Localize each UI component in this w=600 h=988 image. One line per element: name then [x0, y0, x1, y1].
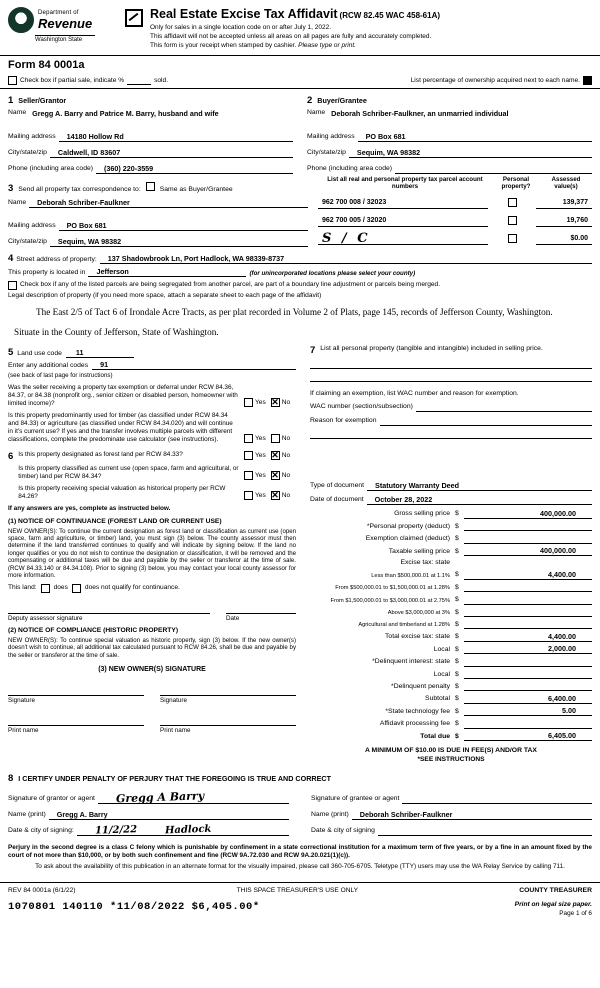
header	[8, 5, 592, 52]
buyer-mailing-label: Mailing address	[307, 133, 355, 141]
grantor-date-label: Date & city of signing:	[8, 827, 74, 835]
tax-row-value[interactable]	[464, 681, 592, 691]
located-in-value[interactable]: Jefferson	[88, 267, 246, 277]
tax-row-value[interactable]: 6,405.00	[464, 731, 592, 741]
parcel-table-header	[318, 176, 592, 192]
section-5-number: 5	[8, 346, 14, 358]
question-row	[18, 485, 296, 501]
designation-questions	[18, 447, 296, 501]
question-text: Is this property receiving special valuation as historical property per RCW 84.26?	[18, 485, 226, 501]
notice2-body: NEW OWNER(S): To continue special valuation as historic property, sign (3) below. If the new owner(s) doesn't wish to continue, all additional tax calculated pursuant to RCW 84.26, shall be due and payable by the seller or transferor at the time of sale.	[8, 636, 296, 659]
notice2-title: (2) NOTICE OF COMPLIANCE (HISTORIC PROPERTY)	[8, 627, 179, 635]
parcel-number-value[interactable]: 962 700 008 / 32023	[318, 199, 488, 209]
deputy-date-line[interactable]	[226, 602, 296, 614]
dollar-sign: $	[455, 633, 459, 641]
question-row	[18, 465, 296, 481]
grantor-certification	[8, 786, 289, 836]
section-2-title: Buyer/Grantee	[317, 95, 367, 105]
reason-exemption-label: Reason for exemption	[310, 417, 377, 425]
partial-sale-percent-field[interactable]	[127, 76, 151, 85]
tax-row-label: *Personal property (deduct)	[366, 522, 450, 530]
question-row	[8, 384, 296, 408]
seller-phone-value[interactable]: (360) 220-3559	[96, 164, 293, 174]
header-note-1: Only for sales in a single location code on or after July 1, 2022.	[150, 23, 332, 31]
tax-row-label: Excise tax: state	[400, 559, 450, 567]
yes-label: Yes	[255, 399, 266, 406]
yes-label: Yes	[255, 452, 266, 459]
section-2-number: 2	[307, 94, 313, 106]
yes-checkbox[interactable]	[244, 451, 253, 460]
tax-rows	[310, 509, 592, 741]
tax-row-label: Gross selling price	[394, 510, 450, 518]
segregated-note: Check box if any of the listed parcels are being segregated from another parcel, are part of a boundary line adjustment or parcels being merged.	[20, 281, 441, 289]
wac-number-value[interactable]	[416, 402, 592, 412]
tax-row-label: From $500,000.01 to $1,500,000.01 at 1.28%	[335, 585, 450, 592]
new-owner-signature-1-line[interactable]	[8, 684, 144, 696]
additional-codes-value[interactable]: 91	[92, 360, 296, 370]
does-label: does	[53, 583, 68, 591]
new-owner-signature-1-label: Signature	[8, 696, 35, 704]
section-3-title: Send all property tax correspondence to:	[18, 185, 141, 193]
dollar-sign: $	[455, 535, 459, 543]
does-not-label: does not qualify for continuance.	[84, 583, 180, 591]
partial-sale-row	[8, 76, 592, 85]
tax-row	[310, 509, 592, 519]
tax-row-value[interactable]: 2,000.00	[464, 644, 592, 654]
personal-property-checkbox[interactable]	[508, 216, 517, 225]
tax-row	[310, 546, 592, 556]
doc-type-label: Type of document	[310, 482, 365, 490]
grantee-signature-value[interactable]	[402, 794, 592, 804]
deputy-date-cell	[226, 602, 296, 623]
new-owner-printname-2-label: Print name	[160, 726, 191, 734]
tax-row	[310, 534, 592, 544]
state-seal-icon	[8, 7, 34, 33]
no-label: No	[281, 452, 291, 459]
correspondence-name-label: Name	[8, 199, 27, 207]
tax-row	[310, 619, 592, 629]
tax-row-label: Agricultural and timberland at 1.28%	[358, 622, 450, 629]
yes-checkbox[interactable]	[244, 491, 253, 500]
seller-name-value[interactable]: Gregg A. Barry and Patrice M. Barry, husband and wife	[32, 108, 219, 118]
tax-row	[310, 694, 592, 704]
parcel-accounts-header: List all real and personal property tax parcel account numbers	[327, 175, 483, 191]
tax-row-value[interactable]	[464, 607, 592, 617]
tax-row-value[interactable]	[464, 669, 592, 679]
assessed-value[interactable]: 139,377	[536, 199, 592, 209]
seller-mailing-label: Mailing address	[8, 133, 56, 141]
tax-row	[310, 669, 592, 679]
tax-row-label: Subtotal	[425, 695, 450, 703]
section-buyer-grantee	[307, 92, 592, 174]
tax-row-label: Total excise tax: state	[385, 633, 450, 641]
tax-row-value[interactable]: 5.00	[464, 706, 592, 716]
grantor-signature-label: Signature of grantor or agent	[8, 795, 95, 803]
reason-exemption-value[interactable]	[380, 416, 593, 426]
tax-row-label: Affidavit processing fee	[379, 720, 450, 728]
dollar-sign: $	[455, 547, 459, 555]
tax-row-label: Less than $500,000.01 at 1.1%	[371, 572, 450, 579]
seller-name-label: Name	[8, 109, 27, 117]
notice1-body: NEW OWNER(S): To continue the current designation as forest land or classification as current use (open space, farm and agriculture, or timber) land, you must sign (3) below. The county assessor must then determine if the land transferred continues to qualify and will indicate by signing below. If the land no longer qualifies or you do not wish to continue the designation or classification, it will be removed and the compensating or additional taxes will be due and payable by the seller or transferor at the time of sale. (RCW 84.33.140 or 84.34.108). Prior to signing (3) below, you may contact your local county assessor for more information.	[8, 527, 296, 580]
new-owner-signature-2-label: Signature	[160, 696, 187, 704]
grantor-signature-value[interactable]	[98, 788, 289, 805]
grantee-date-value[interactable]	[378, 826, 592, 836]
tax-row	[310, 632, 592, 642]
partial-sale-checkbox[interactable]	[8, 76, 17, 85]
dollar-sign: $	[455, 658, 459, 666]
land-use-code-label: Land use code	[17, 350, 62, 357]
tax-row-value[interactable]	[464, 559, 592, 568]
page-number: Page 1 of 6	[559, 910, 592, 918]
ownership-note: List percentage of ownership acquired next to each name.	[410, 76, 580, 84]
assessed-value[interactable]: $0.00	[536, 235, 592, 245]
question-text: Is this property classified as current use (open space, farm and agricultural, or timber) land per RCW 84.34?	[18, 465, 239, 481]
correspondence-city-label: City/state/zip	[8, 238, 47, 246]
section-1-number: 1	[8, 94, 14, 106]
does-checkbox[interactable]	[41, 584, 50, 593]
correspondence-mailing-value[interactable]: PO Box 681	[59, 221, 308, 231]
no-label: No	[281, 435, 291, 442]
no-label: No	[281, 492, 291, 499]
county-treasurer-label: COUNTY TREASURER	[519, 886, 592, 894]
seller-city-label: City/state/zip	[8, 149, 47, 157]
seller-city-value[interactable]: Caldwell, ID 83607	[50, 148, 293, 158]
tax-row-label: *State technology fee	[385, 707, 450, 715]
notice3-title: (3) NEW OWNER(S) SIGNATURE	[98, 666, 206, 674]
tax-row-value[interactable]	[464, 595, 592, 605]
no-checkbox[interactable]	[271, 491, 280, 500]
form-pencil-icon	[125, 9, 143, 27]
deputy-assessor-signature-line[interactable]	[8, 602, 210, 614]
dollar-sign: $	[455, 670, 459, 678]
tax-row-label: *Delinquent penalty	[391, 682, 450, 690]
section-7-number: 7	[310, 344, 316, 356]
assessed-value[interactable]: 19,760	[536, 217, 592, 227]
dollar-sign: $	[455, 732, 459, 740]
new-owner-signature-2-line[interactable]	[160, 684, 296, 696]
grantee-certification	[311, 786, 592, 836]
tax-row-value[interactable]: 400,000.00	[464, 546, 592, 556]
tax-row-value[interactable]: 4,400.00	[464, 632, 592, 642]
street-address-value[interactable]: 137 Shadowbrook Ln, Port Hadlock, WA 98339-8737	[100, 254, 592, 264]
tax-row-label: Taxable selling price	[388, 547, 450, 555]
street-address-label: Street address of property:	[16, 255, 97, 263]
see-back-note: (see back of last page for instructions)	[8, 372, 113, 380]
header-note-3: This form is your receipt when stamped by cashier. Please type or print.	[150, 41, 356, 49]
tax-row-value[interactable]	[464, 534, 592, 544]
same-as-buyer-checkbox[interactable]	[146, 182, 155, 191]
same-as-buyer-label: Same as Buyer/Grantee	[159, 185, 233, 193]
buyer-mailing-value[interactable]: PO Box 681	[358, 132, 592, 142]
rev-number: REV 84 0001a (6/1/22)	[8, 886, 76, 894]
tax-row	[310, 595, 592, 605]
new-owner-printname-2-line[interactable]	[160, 714, 296, 726]
segregated-checkbox[interactable]	[8, 281, 17, 290]
no-checkbox[interactable]	[271, 434, 280, 443]
section-8-number: 8	[8, 772, 14, 784]
section-property	[8, 253, 592, 339]
treasurer-stamp: 1070801 140110 *11/08/2022 $6,405.00*	[8, 901, 260, 914]
question-row	[18, 451, 296, 461]
notice1-title: (1) NOTICE OF CONTINUANCE (FOREST LAND OR CURRENT USE)	[8, 518, 222, 526]
parcel-table	[318, 176, 592, 247]
tax-row	[310, 559, 592, 568]
legal-paper-note: Print on legal size paper.	[514, 901, 592, 909]
dollar-sign: $	[455, 583, 459, 591]
revenue-label: Revenue	[38, 16, 93, 32]
dept-of-label: Department of	[38, 9, 79, 16]
new-owner-signature-2-cell	[160, 684, 296, 705]
section-seller-grantor	[8, 92, 293, 174]
grantor-date-script: 11/2/22	[94, 823, 138, 837]
personal-property-note: List all personal property (tangible and intangible) included in selling price.	[320, 344, 543, 352]
form-number: Form 84 0001a	[8, 59, 85, 71]
dollar-sign: $	[455, 720, 459, 728]
buyer-phone-label: Phone (including area code)	[307, 165, 393, 173]
no-checkbox[interactable]	[271, 451, 280, 460]
grantee-name-value[interactable]: Deborah Schriber-Faulkner	[352, 810, 592, 820]
additional-codes-label: Enter any additional codes	[8, 362, 89, 369]
dollar-sign: $	[455, 707, 459, 715]
land-use-code-value[interactable]: 11	[66, 348, 134, 358]
partial-sale-label: Check box if partial sale, indicate %	[20, 76, 125, 84]
grantor-name-value[interactable]: Gregg A. Barry	[49, 810, 289, 820]
doc-date-value[interactable]: October 28, 2022	[367, 495, 592, 505]
dollar-sign: $	[455, 621, 459, 628]
section-4-number: 4	[8, 252, 14, 264]
dollar-sign: $	[455, 608, 459, 616]
tax-row	[310, 521, 592, 531]
deputy-date-label: Date	[226, 614, 240, 622]
personal-property-header: Personal property?	[501, 175, 531, 191]
page-title: Real Estate Excise Tax Affidavit	[150, 7, 338, 21]
dollar-sign: $	[455, 645, 459, 653]
tax-row-value[interactable]: 4,400.00	[464, 570, 592, 580]
new-owner-printname-1-label: Print name	[8, 726, 39, 734]
personal-property-checkbox[interactable]	[508, 198, 517, 207]
yes-checkbox[interactable]	[244, 398, 253, 407]
personal-property-blank-2[interactable]	[310, 369, 592, 382]
tax-row-value[interactable]	[464, 582, 592, 592]
washington-state-label: Washington State	[35, 35, 95, 45]
grantor-name-label: Name (print)	[8, 811, 46, 819]
section-certification	[8, 773, 592, 836]
question-text: Was the seller receiving a property tax exemption or deferral under RCW 84.36, 84.37, or 84.38 (nonprofit org., senior citizen or disabled person, homeowner with limited income)?	[8, 384, 238, 408]
buyer-name-label: Name	[307, 109, 326, 117]
buyer-name-value[interactable]: Deborah Schriber-Faulkner, an unmarried individual	[331, 108, 509, 118]
dollar-sign: $	[455, 522, 459, 530]
tax-row-value[interactable]: 400,000.00	[464, 509, 592, 519]
buyer-city-value[interactable]: Sequim, WA 98382	[349, 148, 592, 158]
tax-row-value[interactable]: 6,400.00	[464, 694, 592, 704]
footer-row	[8, 887, 592, 895]
divider	[0, 88, 600, 89]
tax-row	[310, 719, 592, 729]
tax-row-value[interactable]	[464, 719, 592, 729]
tax-row-label: Local	[433, 645, 450, 653]
assessed-value-header: Assessed value(s)	[551, 175, 581, 191]
grantee-name-label: Name (print)	[311, 811, 349, 819]
minimum-fee-note: A MINIMUM OF $10.00 IS DUE IN FEE(S) AND/OR TAX	[365, 747, 537, 754]
tax-row-label: From $1,500,000.01 to $3,000,000.01 at 2.75%	[330, 597, 450, 604]
does-not-checkbox[interactable]	[72, 584, 81, 593]
tax-row	[310, 644, 592, 654]
yes-label: Yes	[255, 435, 266, 442]
deputy-assessor-signature-cell	[8, 602, 210, 623]
exemption-note: If claiming an exemption, list WAC number and reason for exemption.	[310, 390, 519, 398]
tax-row	[310, 607, 592, 617]
tax-row-label: Above $3,000,000 at 3%	[387, 609, 450, 616]
no-label: No	[281, 472, 291, 479]
parcel-number-value[interactable]: 962 700 005 / 32020	[318, 217, 488, 227]
dollar-sign: $	[455, 695, 459, 703]
grantor-date-value[interactable]	[77, 823, 289, 837]
tax-row	[310, 657, 592, 667]
yes-label: Yes	[255, 472, 266, 479]
no-label: No	[281, 399, 291, 406]
this-land-label: This land:	[8, 583, 37, 591]
question-row	[8, 412, 296, 444]
located-in-note: (for unincorporated locations please select your county)	[249, 269, 416, 277]
grantor-signature-script: Gregg A Barry	[115, 788, 205, 805]
title-block	[150, 7, 592, 50]
question-text: Is this property designated as forest land per RCW 84.33?	[18, 451, 183, 459]
buyer-city-label: City/state/zip	[307, 149, 346, 157]
treasurer-space-label: THIS SPACE TREASURER'S USE ONLY	[236, 886, 359, 894]
section-3-number: 3	[8, 182, 14, 194]
tty-note: To ask about the availability of this publication in an alternate format for the visually impaired, please call 360-705-6705. Teletype (TTY) users may use the WA Relay Service by calling 711.	[35, 863, 565, 871]
grantee-date-label: Date & city of signing	[311, 827, 375, 835]
tax-row	[310, 570, 592, 580]
parcel-number-value[interactable]: S / C	[318, 234, 488, 245]
tax-row	[310, 582, 592, 592]
doc-date-label: Date of document	[310, 496, 364, 504]
perjury-statement: Perjury in the second degree is a class C felony which is punishable by confinement in a state correctional institution for a maximum term of five years, or by a fine in an amount fixed by the court of not more than $10,000, or by both such confinement and fine (RCW 9A.72.030 and RCW 9A.20.021(1)(c)).	[8, 843, 592, 859]
tax-row-label: *Delinquent interest: state	[372, 658, 450, 666]
tax-row-value[interactable]	[464, 521, 592, 531]
dollar-sign: $	[455, 571, 459, 579]
parcel-row	[318, 198, 592, 209]
correspondence-name-value[interactable]: Deborah Schriber-Faulkner	[29, 198, 308, 208]
wac-number-label: WAC number (section/subsection)	[310, 403, 413, 411]
section-6-number: 6	[8, 451, 14, 463]
ownership-checkbox[interactable]	[583, 76, 592, 85]
dollar-sign: $	[455, 682, 459, 690]
divider	[0, 55, 600, 56]
seller-mailing-value[interactable]: 14180 Hollow Rd	[59, 132, 293, 142]
section-designation	[8, 451, 296, 734]
doc-type-value[interactable]: Statutory Warranty Deed	[367, 481, 592, 491]
no-checkbox[interactable]	[271, 471, 280, 480]
section-selling-price	[310, 345, 592, 765]
question-text: Is this property predominantly used for timber (as classified under RCW 84.34 and 84.33) or agriculture (as classified under RCW 84.34.020) and will continue in it's current use? If yes and the transfer involves multiple parcels with different classifications, complete the predominate use calculator (see instructions).	[8, 412, 233, 444]
new-owner-printname-1-cell	[8, 714, 144, 735]
yes-label: Yes	[255, 492, 266, 499]
parcel-row	[318, 216, 592, 227]
section-1-title: Seller/Grantor	[18, 95, 67, 105]
legal-description-text: The East 2/5 of Tact 6 of Irondale Acre Tracts, as per plat recorded in Volume 2 of Plats, page 145, records of Jefferson County, Washington.	[36, 306, 553, 317]
continuance-row	[8, 584, 296, 593]
yes-checkbox[interactable]	[244, 434, 253, 443]
grantee-signature-label: Signature of grantee or agent	[311, 795, 400, 803]
new-owner-printname-1-line[interactable]	[8, 714, 144, 726]
buyer-phone-value[interactable]	[395, 164, 592, 174]
dollar-sign: $	[455, 596, 459, 604]
header-note-2: This affidavit will not be accepted unless all areas on all pages are fully and accurately completed.	[150, 32, 432, 40]
if-any-note: If any answers are yes, complete as instructed below.	[8, 505, 171, 513]
parcel-row	[318, 230, 592, 246]
section-land-use	[8, 347, 296, 445]
certify-statement: I CERTIFY UNDER PENALTY OF PERJURY THAT THE FOREGOING IS TRUE AND CORRECT	[18, 773, 331, 783]
seller-phone-label: Phone (including area code)	[8, 165, 94, 173]
personal-property-checkbox[interactable]	[508, 234, 517, 243]
rcw-reference: (RCW 82.45 WAC 458-61A)	[339, 11, 441, 20]
dollar-sign: $	[455, 510, 459, 518]
tax-row-label: Local	[433, 670, 450, 678]
correspondence-city-value[interactable]: Sequim, WA 98382	[50, 237, 308, 247]
parcel-rows	[318, 198, 592, 245]
tax-row	[310, 731, 592, 741]
legal-description-text2: Situate in the County of Jefferson, State of Washington.	[14, 327, 219, 338]
tax-row-label: Total due	[420, 732, 450, 740]
landuse-questions	[8, 384, 296, 444]
new-owner-signature-1-cell	[8, 684, 144, 705]
new-owner-printname-2-cell	[160, 714, 296, 735]
tax-row	[310, 706, 592, 716]
partial-sale-suffix: sold.	[154, 76, 169, 84]
see-instructions-note: *SEE INSTRUCTIONS	[417, 756, 485, 764]
section-tax-correspondence	[8, 176, 308, 247]
yes-checkbox[interactable]	[244, 471, 253, 480]
stamp-row	[8, 901, 592, 918]
tax-row-value[interactable]	[464, 657, 592, 667]
dor-logo	[8, 7, 118, 45]
correspondence-mailing-label: Mailing address	[8, 222, 56, 230]
deputy-assessor-signature-label: Deputy assessor signature	[8, 614, 83, 622]
tax-row-label: Exemption claimed (deduct)	[365, 535, 450, 543]
tax-row-value[interactable]	[464, 619, 592, 629]
divider	[0, 882, 600, 883]
legal-description-label: Legal description of property (if you need more space, attach a separate sheet to each page of the affidavit)	[8, 292, 322, 300]
tax-row	[310, 681, 592, 691]
grantor-city-script: Hadlock	[164, 823, 212, 836]
no-checkbox[interactable]	[271, 398, 280, 407]
personal-property-blank-1[interactable]	[310, 356, 592, 369]
reason-exemption-blank[interactable]	[310, 426, 592, 439]
located-in-label: This property is located in	[8, 268, 86, 276]
